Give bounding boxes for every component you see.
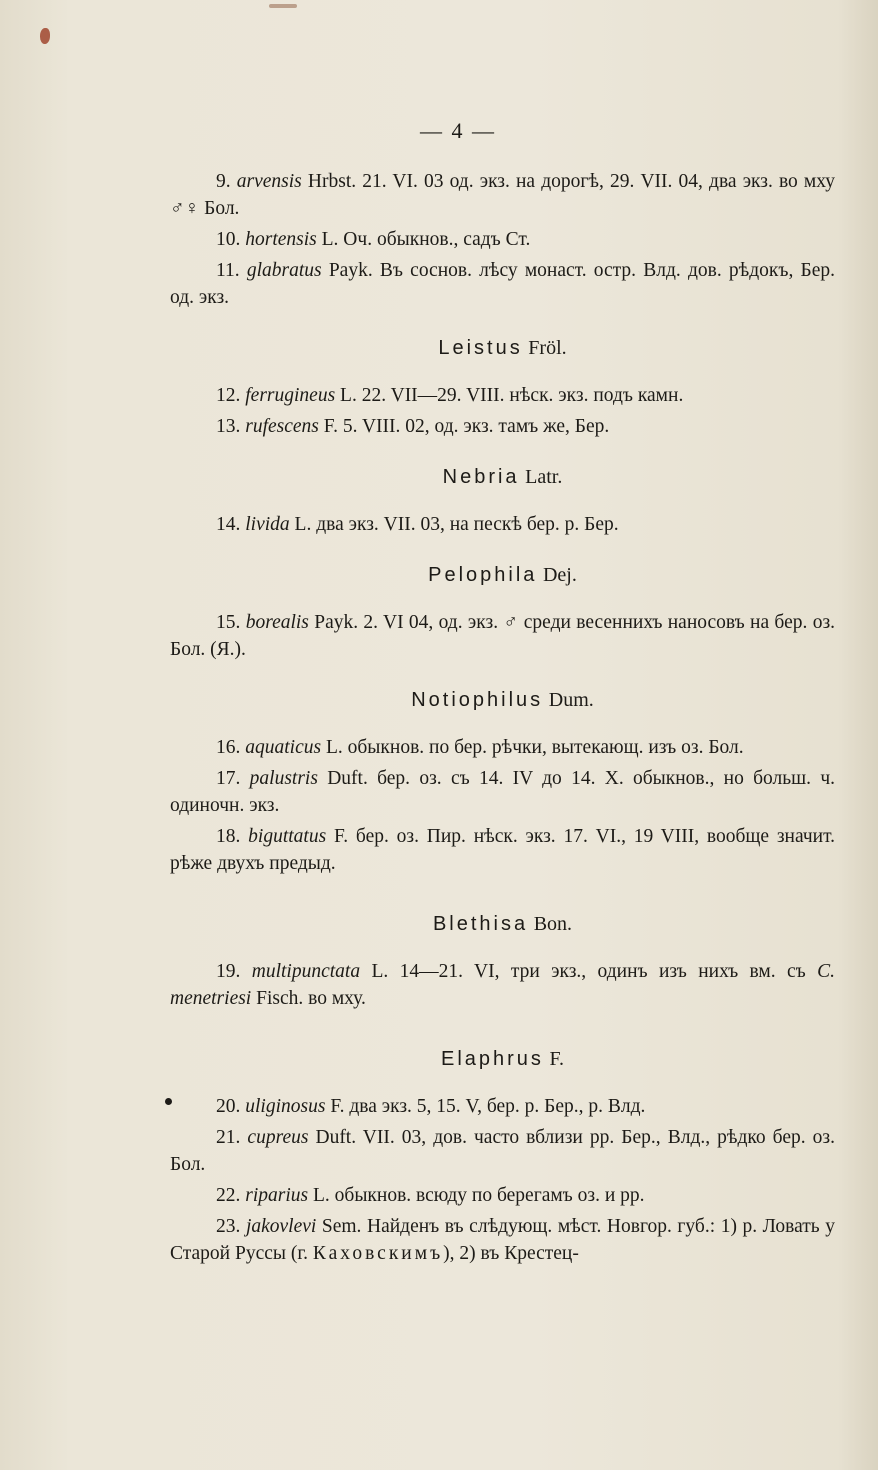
genus-author: F. [549, 1048, 565, 1070]
species-name: glabratus [246, 260, 322, 281]
entry-text: Payk. 2. VI 04, од. экз. ♂ среди весеннихъ наносовъ на бер. оз. Бол. (Я.). [170, 612, 836, 660]
species-name: biguttatus [248, 826, 327, 847]
species-entry [170, 823, 835, 877]
entry-text: F. 5. VIII. 02, од. экз. тамъ же, Бер. [323, 416, 610, 437]
species-entry [170, 765, 835, 819]
species-name: uliginosus [245, 1096, 326, 1117]
paper-mark [269, 4, 297, 8]
species-name: livida [245, 514, 290, 535]
entry-number: 15. [216, 612, 241, 633]
genus-name: Leistus [438, 337, 523, 359]
species-name: aquaticus [245, 737, 322, 758]
species-entry [170, 413, 835, 440]
genus-author: Latr. [525, 466, 563, 488]
species-name: multipunctata [251, 961, 361, 982]
entry-text: ), 2) въ Крестец- [443, 1243, 579, 1264]
entries-group-notiophilus [170, 734, 835, 877]
genus-heading-pelophila [170, 562, 835, 589]
ink-stain [40, 28, 50, 44]
genus-name: Nebria [442, 466, 520, 488]
genus-heading-elaphrus [170, 1046, 835, 1073]
species-entry [170, 511, 835, 538]
genus-heading-nebria [170, 464, 835, 491]
entry-text: L. обыкнов. всюду по берегамъ оз. и рр. [312, 1185, 645, 1206]
entry-text: Fisch. во мху. [256, 988, 366, 1009]
entries-group-leistus [170, 382, 835, 440]
species-entry [170, 1213, 835, 1267]
genus-author: Fröl. [528, 337, 567, 359]
entry-number: 13. [216, 416, 241, 437]
entry-number: 12. [216, 385, 241, 406]
entry-text: Hrbst. 21. VI. 03 од. экз. на дорогѣ, 29. VII. 04, два экз. во мху ♂♀ Бол. [170, 171, 836, 219]
species-name: borealis [245, 612, 309, 633]
species-entry [170, 168, 835, 222]
entry-text: F. два экз. 5, 15. V, бер. р. Бер., р. Влд. [330, 1096, 646, 1117]
entry-text: Sem. Найденъ въ слѣдующ. мѣст. Новгор. губ.: [321, 1216, 716, 1237]
entry-number: 17. [216, 768, 241, 789]
entry-number: 23. [216, 1216, 241, 1237]
entry-number: 10. [216, 229, 241, 250]
genus-name: Elaphrus [440, 1048, 544, 1070]
genus-author: Bon. [533, 913, 573, 935]
entry-text: Payk. Въ соснов. лѣсу монаст. остр. Влд. дов. рѣдокъ, Бер. од. экз. [170, 260, 836, 308]
entry-number: 9. [216, 171, 231, 192]
genus-heading-notiophilus [170, 687, 835, 714]
entry-text: L. обыкнов. по бер. рѣчки, вытекающ. изъ оз. Бол. [325, 737, 744, 758]
entry-text: 1) р. Ловать у Старой Руссы (г. [170, 1216, 835, 1264]
species-entry [170, 1093, 835, 1120]
species-name: arvensis [236, 171, 302, 192]
species-name: palustris [249, 768, 318, 789]
species-name: cupreus [247, 1127, 309, 1148]
genus-name: Pelophila [428, 564, 538, 586]
species-entry [170, 958, 835, 1012]
species-name: ferrugineus [245, 385, 336, 406]
genus-name: Blethisa [432, 913, 529, 935]
entries-group-pelophila [170, 609, 835, 663]
entries-group-a [170, 168, 835, 311]
entry-number: 21. [216, 1127, 241, 1148]
page-number: — 4 — [420, 118, 496, 143]
entries-group-nebria [170, 511, 835, 538]
entries-group-elaphrus [170, 1093, 835, 1209]
species-name: jakovlevi [245, 1216, 317, 1237]
entry-text: F. бер. оз. Пир. нѣск. экз. 17. VI., 19 VIII, вообще значит. рѣже двухъ предыд. [170, 826, 836, 874]
page-edge-shadow [838, 0, 878, 1470]
genus-author: Dej. [542, 564, 577, 586]
entry-number: 18. [216, 826, 241, 847]
species-entry [170, 609, 835, 663]
entry-text: L. 22. VII—29. VIII. нѣск. экз. подъ камн. [340, 385, 684, 406]
species-name: rufescens [245, 416, 319, 437]
genus-author: Dum. [548, 689, 594, 711]
species-entry [170, 257, 835, 311]
species-name: riparius [245, 1185, 309, 1206]
entry-number: 20. [216, 1096, 241, 1117]
species-name: C. menetriesi [170, 961, 836, 1009]
entry-number: 19. [216, 961, 241, 982]
entry-text: L. два экз. VII. 03, на пескѣ бер. р. Бер. [294, 514, 619, 535]
species-entry [170, 734, 835, 761]
entry-text: Duft. VII. 03, дов. часто вблизи рр. Бер., Влд., рѣдко бер. оз. Бол. [170, 1127, 835, 1175]
entry-text: L. Оч. обыкнов., садъ Ст. [321, 229, 531, 250]
page-text [170, 168, 835, 1271]
entry-number: 22. [216, 1185, 241, 1206]
species-name: hortensis [245, 229, 317, 250]
entry-number: 11. [216, 260, 240, 281]
species-entry [170, 1124, 835, 1178]
species-entry [170, 382, 835, 409]
genus-heading-leistus [170, 335, 835, 362]
species-entry [170, 1182, 835, 1209]
entry-text: Duft. бер. оз. съ 14. IV до 14. X. обыкнов., но больш. ч. одиночн. экз. [170, 768, 835, 816]
entry-number: 14. [216, 514, 241, 535]
entry-text: L. 14—21. VI, три экз., одинъ изъ нихъ вм. съ [371, 961, 806, 982]
species-entry [170, 226, 835, 253]
collector-name: Каховскимъ [312, 1243, 444, 1264]
entry-number: 16. [216, 737, 241, 758]
genus-heading-blethisa [170, 911, 835, 938]
genus-name: Notiophilus [411, 689, 544, 711]
